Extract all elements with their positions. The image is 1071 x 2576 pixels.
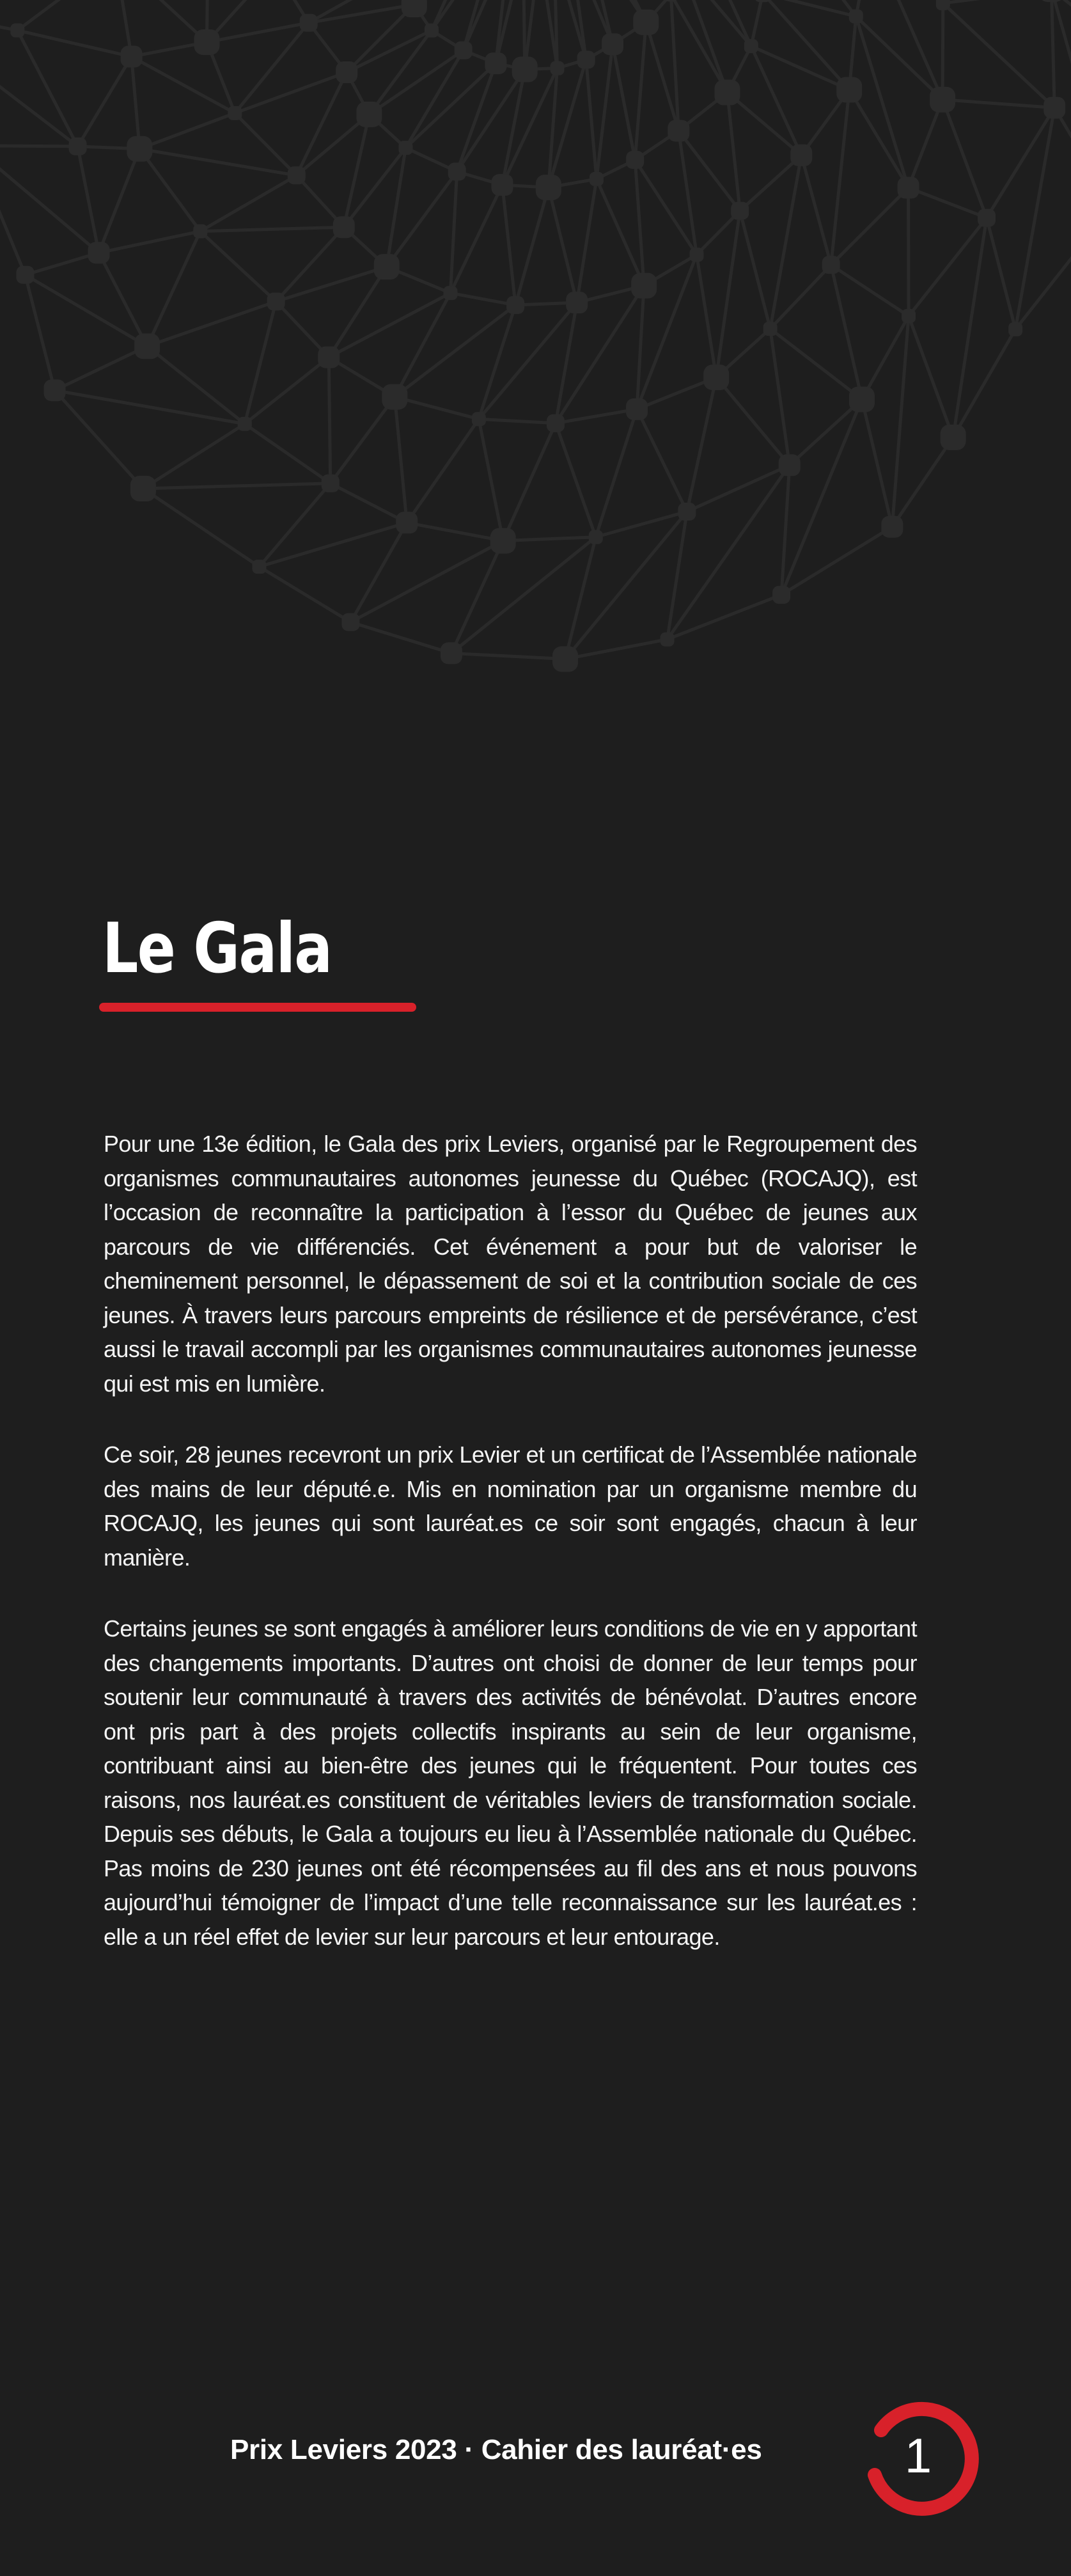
body-text xyxy=(104,1127,917,1991)
footer-publication-title: Prix Leviers 2023 · Cahier des lauréat·es xyxy=(230,2434,762,2465)
paragraph-laureates: Ce soir, 28 jeunes recevront un prix Levier et un certificat de l’Assemblée nationale des mains de leur député.e. Mis en nomination par un organisme membre du ROCAJQ, les jeunes qui sont lauréat.es ce soir sont engagés, chacun à leur manière. xyxy=(104,1441,917,1571)
paragraph-engagement: Certains jeunes se sont engagés à améliorer leurs conditions de vie en y apportant des changements importants. D’autres ont choisi de donner de leur temps pour soutenir leur communauté à travers des activités de bénévolat. D’autres encore ont pris part à des projets collectifs inspirants au sein de leur organisme, contribuant ainsi au bien-être des jeunes qui le fréquentent. Pour toutes ces raisons, nos lauréat.es constituent de véritables leviers de transformation sociale. Depuis ses débuts, le Gala a toujours eu lieu à l’Assemblée nationale du Québec. Pas moins de 230 jeunes ont été récompensées au fil des ans et nous pouvons aujourd’hui témoigner de l’impact d’une telle reconnaissance sur les lauréat.es : elle a un réel effet de levier sur leur parcours et leur entourage. xyxy=(104,1615,917,1950)
section-title: Le Gala xyxy=(102,909,332,989)
page-number: 1 xyxy=(904,2428,932,2483)
title-underline xyxy=(99,1003,416,1012)
network-globe-background xyxy=(0,0,1071,723)
paragraph-intro: Pour une 13e édition, le Gala des prix Leviers, organisé par le Regroupement des organismes communautaires autonomes jeunesse du Québec (ROCAJQ), est l’occasion de reconnaître la participation à l’essor du Québec de jeunes aux parcours de vie différenciés. Cet événement a pour but de valoriser le cheminement personnel, le dépassement de soi et la contribution sociale de ces jeunes. À travers leurs parcours empreints de résilience et de persévérance, c’est aussi le travail accompli par les organismes communautaires autonomes jeunesse qui est mis en lumière. xyxy=(104,1131,917,1397)
